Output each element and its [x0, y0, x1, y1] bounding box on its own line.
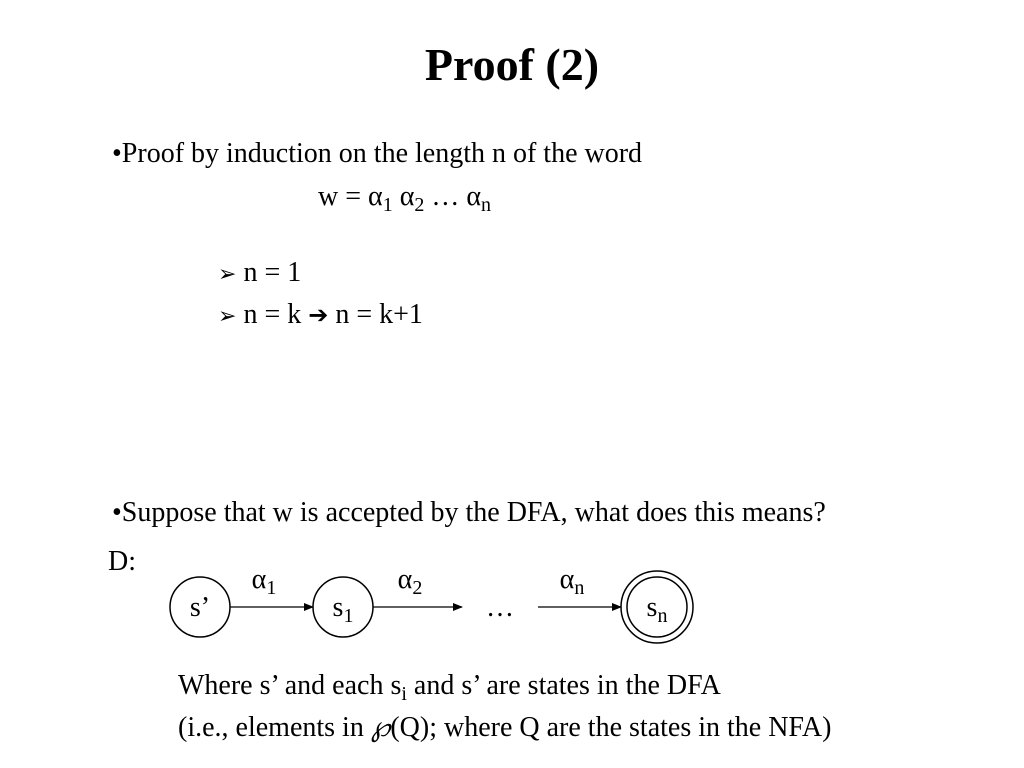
alpha-subscript-2: 2 — [414, 194, 425, 216]
state-sn-sub: n — [657, 605, 668, 627]
bullet-induction: •Proof by induction on the length n of the word — [112, 138, 643, 169]
case-inductive-right: n = k+1 — [335, 299, 423, 330]
state-s1-sub: 1 — [343, 605, 354, 627]
slide-title: Proof (2) — [424, 39, 600, 90]
dfa-label: D: — [108, 546, 136, 577]
arrowhead-bullet-icon: ➢ — [218, 262, 237, 287]
alpha-symbol: α — [397, 564, 413, 595]
alpha-symbol: α — [368, 181, 383, 212]
state-s1-base: s — [332, 592, 344, 623]
formula-prefix: w = — [318, 181, 369, 212]
transition-label-2 — [398, 564, 423, 599]
alpha-symbol: α — [466, 181, 482, 212]
state-sn-label — [647, 592, 668, 627]
implies-arrow-icon: ➔ — [308, 301, 329, 329]
note-line-2-end: (Q); where Q are the states in the NFA) — [390, 712, 832, 743]
formula-ellipsis: … — [431, 181, 460, 212]
alpha-symbol: α — [399, 181, 415, 212]
note-line-2 — [178, 710, 831, 744]
transition-label-1 — [252, 564, 277, 599]
note-line-2-start: (i.e., elements in — [178, 712, 371, 743]
alpha-symbol: α — [559, 564, 575, 595]
case-inductive-left: n = k — [243, 299, 302, 330]
state-sn-base: s — [646, 592, 658, 623]
transition-label-n — [560, 564, 585, 599]
note-line-1-end: and s’ are states in the DFA — [406, 670, 721, 701]
note-line-1 — [178, 670, 721, 705]
state-s1-label — [333, 592, 354, 627]
note-line-1-start: Where s’ and each s — [178, 670, 402, 701]
powerset-icon: ℘ — [370, 712, 391, 743]
transition-sub-n: n — [574, 577, 585, 599]
arrowhead-bullet-icon: ➢ — [218, 304, 237, 329]
note-sub-i: i — [401, 683, 407, 705]
alpha-subscript-n: n — [481, 194, 492, 216]
bullet-suppose: •Suppose that w is accepted by the DFA, what does this means? — [112, 497, 826, 528]
diagram-ellipsis: … — [486, 592, 514, 623]
alpha-symbol: α — [251, 564, 267, 595]
case-base-text: n = 1 — [243, 257, 302, 288]
alpha-subscript-1: 1 — [382, 194, 393, 216]
state-s-prime-label: s’ — [189, 592, 211, 623]
transition-sub-1: 1 — [266, 577, 277, 599]
transition-sub-2: 2 — [412, 577, 423, 599]
